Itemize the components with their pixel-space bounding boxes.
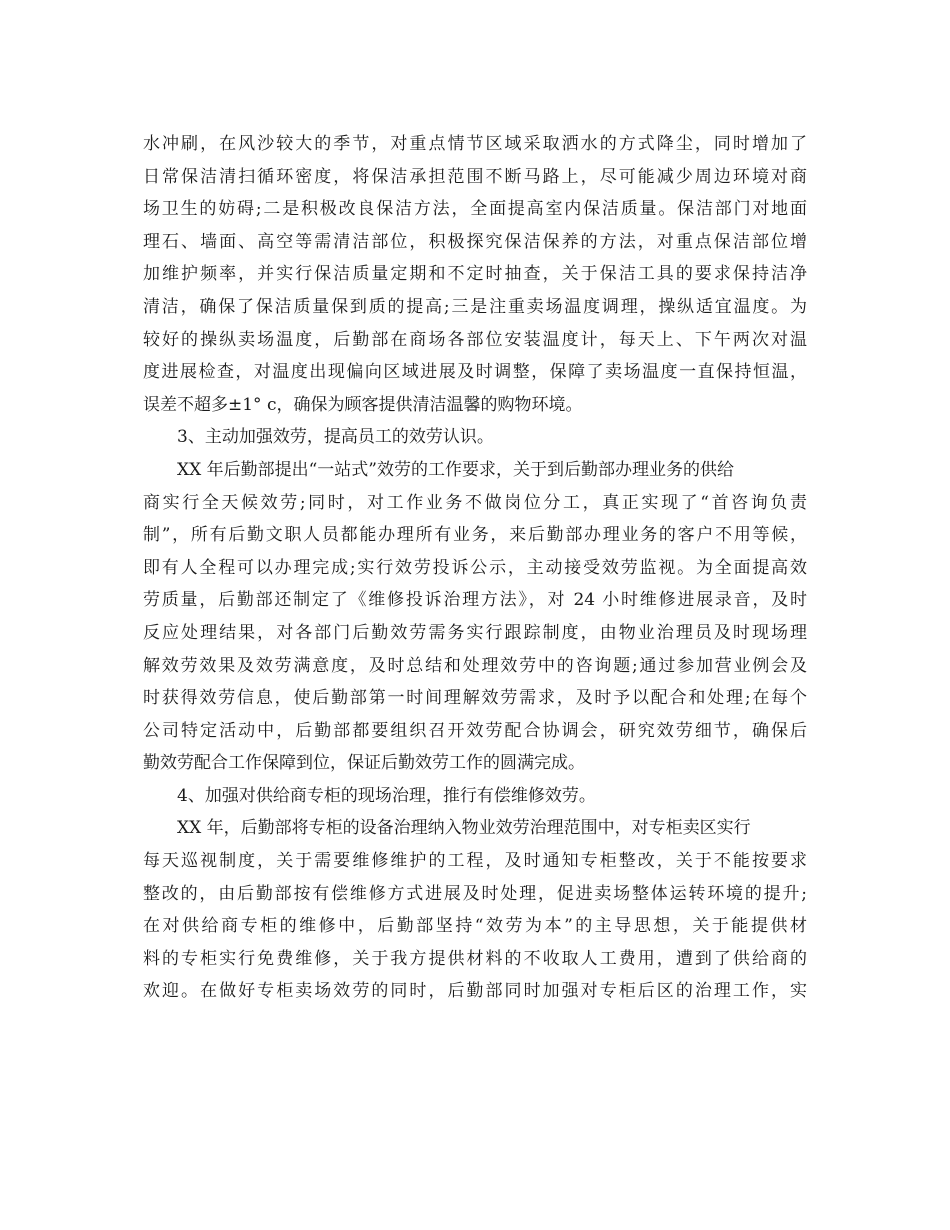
text-line: XX 年，后勤部将专柜的设备治理纳入物业效劳治理范围中，对专柜卖区实行	[177, 818, 751, 839]
text-line: 理石、墙面、高空等需清洁部位，积极探究保洁保养的方法，对重点保洁部位增	[143, 231, 807, 252]
text-line: 即有人全程可以办理完成;实行效劳投诉公示，主动接受效劳监视。为全面提高效	[143, 557, 807, 578]
text-line: 勤效劳配合工作保障到位，保证后勤效劳工作的圆满完成。	[143, 753, 585, 774]
text-line: 时获得效劳信息，使后勤部第一时间理解效劳需求，及时予以配合和处理;在每个	[143, 688, 807, 709]
text-line: XX 年后勤部提出“一站式”效劳的工作要求，关于到后勤部办理业务的供给	[177, 459, 734, 480]
document-body	[143, 128, 807, 1008]
text-line: 场卫生的妨碍;二是积极改良保洁方法，全面提高室内保洁质量。保洁部门对地面	[143, 199, 807, 220]
text-line: 制”，所有后勤文职人员都能办理所有业务，来后勤部办理业务的客户不用等候，	[143, 525, 807, 546]
text-line: 度进展检查，对温度出现偏向区域进展及时调整，保障了卖场温度一直保持恒温，	[143, 362, 807, 383]
text-line: 反应处理结果，对各部门后勤效劳需务实行跟踪制度，由物业治理员及时现场理	[143, 622, 807, 643]
text-line: 日常保洁清扫循环密度，将保洁承担范围不断马路上，尽可能减少周边环境对商	[143, 166, 807, 187]
text-line: 较好的操纵卖场温度，后勤部在商场各部位安装温度计，每天上、下午两次对温	[143, 329, 807, 350]
text-line: 整改的，由后勤部按有偿维修方式进展及时处理，促进卖场整体运转环境的提升;	[143, 883, 807, 904]
text-line: 欢迎。在做好专柜卖场效劳的同时，后勤部同时加强对专柜后区的治理工作，实	[143, 981, 807, 1002]
text-line: 商实行全天候效劳;同时，对工作业务不做岗位分工，真正实现了“首咨询负责	[143, 492, 807, 513]
text-line: 公司特定活动中，后勤部都要组织召开效劳配合协调会，研究效劳细节，确保后	[143, 720, 807, 741]
text-line: 劳质量，后勤部还制定了《维修投诉治理方法》，对 24 小时维修进展录音，及时	[143, 590, 807, 611]
text-line: 加维护频率，并实行保洁质量定期和不定时抽查，关于保洁工具的要求保持洁净	[143, 264, 807, 285]
section-heading: 3、主动加强效劳，提高员工的效劳认识。	[177, 427, 494, 448]
text-line: 在对供给商专柜的维修中，后勤部坚持“效劳为本”的主导思想，关于能提供材	[143, 916, 807, 937]
text-line: 误差不超多±1° c，确保为顾客提供清洁温馨的购物环境。	[143, 394, 583, 415]
text-line: 料的专柜实行免费维修，关于我方提供材料的不收取人工费用，遭到了供给商的	[143, 948, 807, 969]
section-heading: 4、加强对供给商专柜的现场治理，推行有偿维修效劳。	[177, 785, 596, 806]
text-line: 解效劳效果及效劳满意度，及时总结和处理效劳中的咨询题;通过参加营业例会及	[143, 655, 807, 676]
text-line: 清洁，确保了保洁质量保到质的提高;三是注重卖场温度调理，操纵适宜温度。为	[143, 296, 807, 317]
text-line: 水冲刷，在风沙较大的季节，对重点情节区域采取洒水的方式降尘，同时增加了	[143, 134, 807, 154]
text-line: 每天巡视制度，关于需要维修维护的工程，及时通知专柜整改，关于不能按要求	[143, 851, 807, 872]
